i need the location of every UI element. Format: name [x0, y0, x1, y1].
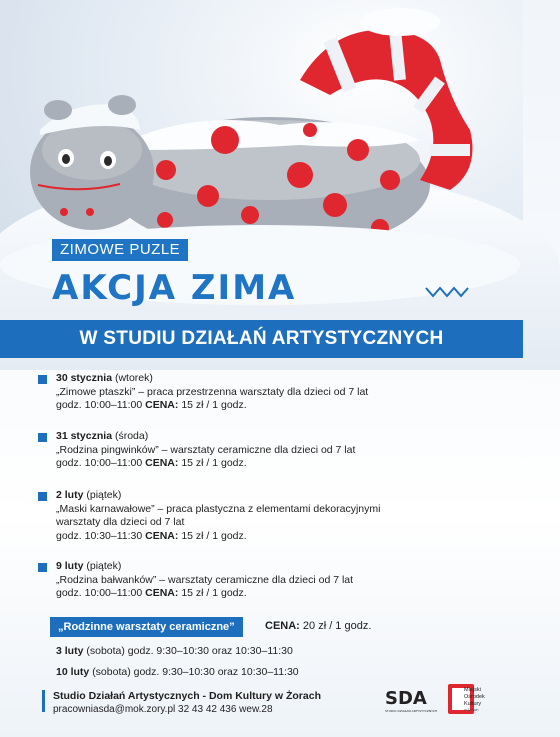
event-day: (piątek) [86, 489, 122, 501]
event-date: 9 luty [56, 560, 84, 572]
mok-logo-line: Miejski [464, 687, 481, 693]
event-description: „Rodzina pingwinków” – warsztaty ceramiczne dla dzieci od 7 lat [56, 443, 356, 456]
bullet-square [38, 433, 47, 442]
sda-logo [383, 680, 438, 720]
event-date: 30 stycznia [56, 372, 113, 384]
family-price-value: 20 zł / 1 godz. [302, 620, 372, 632]
hero-photo [0, 0, 523, 340]
mok-logo-line: Kultury [464, 701, 482, 707]
bullet-square [38, 563, 47, 572]
event-price: 15 zł / 1 godz. [181, 457, 247, 469]
event-price: 15 zł / 1 godz. [181, 587, 247, 599]
event-time: godz. 10:00–11:00 [56, 457, 143, 469]
family-price [265, 620, 371, 632]
price-label: CENA: [145, 399, 179, 411]
event-day: (wtorek) [114, 372, 153, 384]
footer-contact: pracowniasda@mok.zory.pl 32 43 42 436 wew.28 [53, 704, 273, 715]
family-workshop-tag: „Rodzinne warsztaty ceramiczne” [50, 617, 243, 637]
mok-logo-line: w Żorach [464, 708, 479, 712]
family-date-row [56, 666, 299, 678]
mok-logo [440, 680, 500, 720]
bullet-square [38, 492, 47, 501]
event-day: (środa) [114, 430, 149, 442]
bullet-square [38, 375, 47, 384]
event-time: godz. 10:00–11:00 [56, 587, 143, 599]
event-date: 31 stycznia [56, 430, 113, 442]
event-description: „Rodzina bałwanków” – warsztaty ceramiczne dla dzieci od 7 lat [56, 573, 354, 586]
event-time: godz. 10:00–11:00 [56, 399, 143, 411]
event-description: „Zimowe ptaszki” – praca przestrzenna warsztaty dla dzieci od 7 lat [56, 385, 369, 398]
campaign-subtitle: ZIMOWE PUZLE [52, 239, 188, 261]
event-day: (piątek) [86, 560, 122, 572]
price-label: CENA: [145, 529, 179, 542]
sda-logo-text: SDA [385, 688, 427, 709]
family-date: 3 luty [56, 645, 84, 657]
event-description-cont: warsztaty dla dzieci od 7 lat [56, 516, 185, 528]
family-date-text: (sobota) godz. 9:30–10:30 oraz 10:30–11:30 [92, 666, 299, 678]
sda-logo-caption: STUDIO DZIAŁAŃ ARTYSTYCZNYCH [385, 709, 438, 713]
page-title: AKCJA ZIMA [52, 268, 297, 308]
event-price: 15 zł / 1 godz. [181, 529, 247, 542]
wave-decoration [425, 285, 469, 299]
price-label: CENA: [145, 587, 179, 599]
family-date: 10 luty [56, 666, 90, 678]
event-time: godz. 10:30–11:30 [56, 529, 143, 542]
footer-organization: Studio Działań Artystycznych - Dom Kultury w Żorach [53, 690, 321, 702]
mok-logo-line: Ośrodek [464, 694, 485, 700]
venue-banner: W STUDIU DZIAŁAŃ ARTYSTYCZNYCH [0, 320, 523, 358]
price-label: CENA: [265, 620, 300, 632]
event-date: 2 luty [56, 489, 84, 501]
price-label: CENA: [145, 457, 179, 469]
family-date-text: (sobota) godz. 9:30–10:30 oraz 10:30–11:30 [86, 645, 293, 657]
event-description: „Maski karnawałowe” – praca plastyczna z elementami dekoracyjnymi [56, 502, 381, 515]
family-date-row [56, 645, 293, 657]
event-price: 15 zł / 1 godz. [181, 399, 247, 411]
footer-accent-bar [42, 690, 45, 712]
